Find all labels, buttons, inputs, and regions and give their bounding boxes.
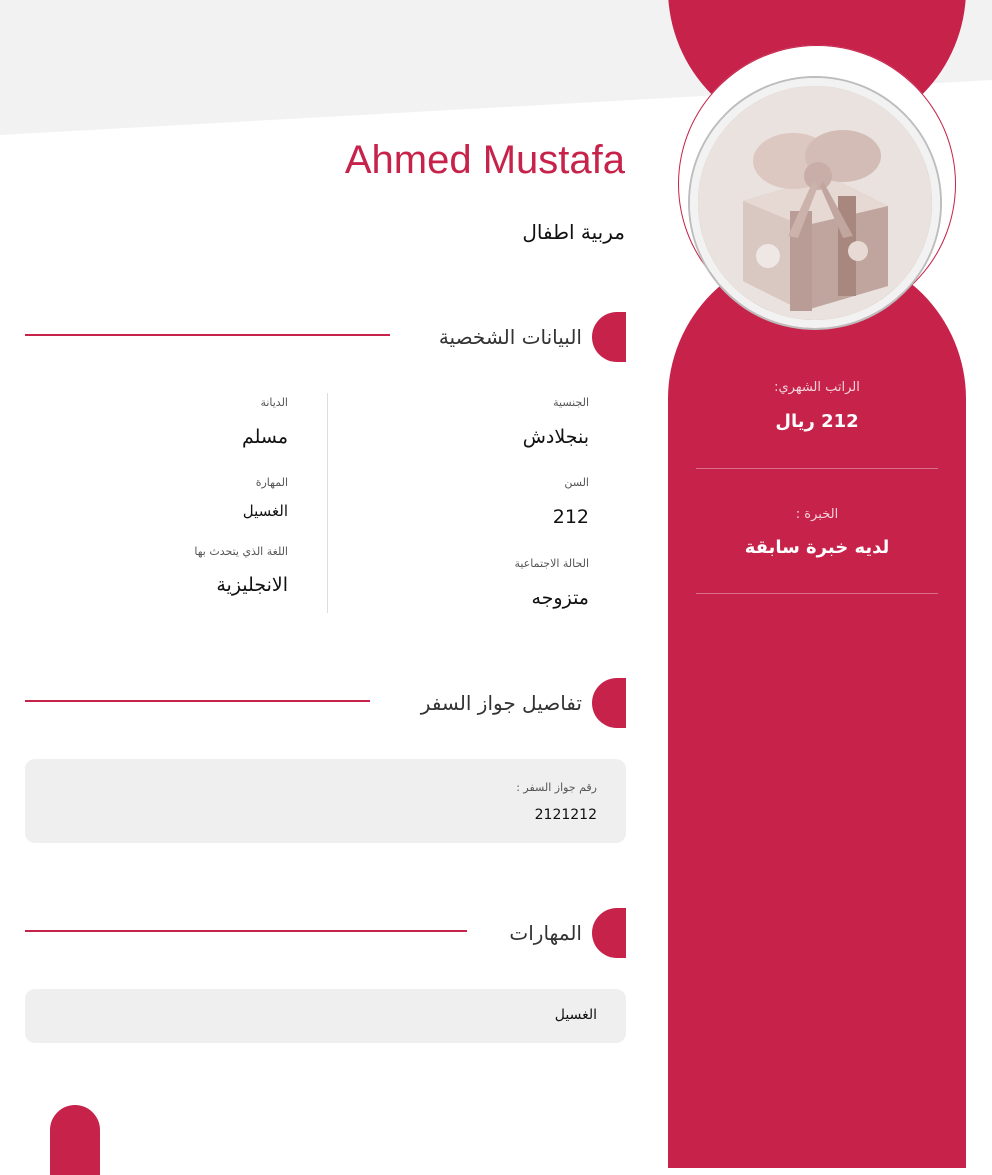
sidebar-separator [696,468,938,469]
passport-number-value: 2121212 [534,807,597,823]
age-label: السن [564,476,589,489]
language-label: اللغة الذي يتحدث بها [194,545,288,558]
passport-section-title: تفاصيل جواز السفر [420,691,582,715]
language-value: الانجليزية [216,574,288,596]
skills-section-header [509,908,626,958]
section-tab [592,908,626,958]
religion-label: الديانة [260,396,288,409]
passport-section-header [421,678,626,728]
age-value: 212 [552,506,589,528]
nationality-label: الجنسية [553,396,589,409]
marital-label: الحالة الاجتماعية [514,557,589,570]
salary-value: 212 ريال [775,411,859,432]
section-tab [592,678,626,728]
skills-box [25,989,626,1043]
section-tab [592,312,626,362]
experience-label: الخبرة : [795,507,839,522]
gift-box-icon [698,86,932,320]
profile-name: Ahmed Mustafa [344,138,625,182]
passport-section-line [25,700,370,702]
salary-label: الراتب الشهري: [774,380,860,395]
passport-box [25,759,626,843]
experience-value: لديه خبرة سابقة [744,537,890,558]
footer-tab [50,1105,100,1175]
skills-item: الغسيل [554,1007,597,1023]
personal-section-header [439,312,626,362]
skills-section-title: المهارات [509,921,582,945]
personal-divider [327,393,328,613]
marital-value: متزوجه [531,587,589,609]
skills-section-line [25,930,467,932]
profile-photo [690,78,940,328]
personal-section-title: البيانات الشخصية [438,325,582,349]
skill-value: الغسيل [242,502,288,520]
profile-title: مربية اطفال [522,220,625,244]
skill-label: المهارة [255,476,288,489]
personal-section-line [25,334,390,336]
sidebar-separator-bottom [696,593,938,594]
passport-number-label: رقم جواز السفر : [516,781,597,794]
nationality-value: بنجلادش [522,426,589,448]
religion-value: مسلم [241,426,288,448]
